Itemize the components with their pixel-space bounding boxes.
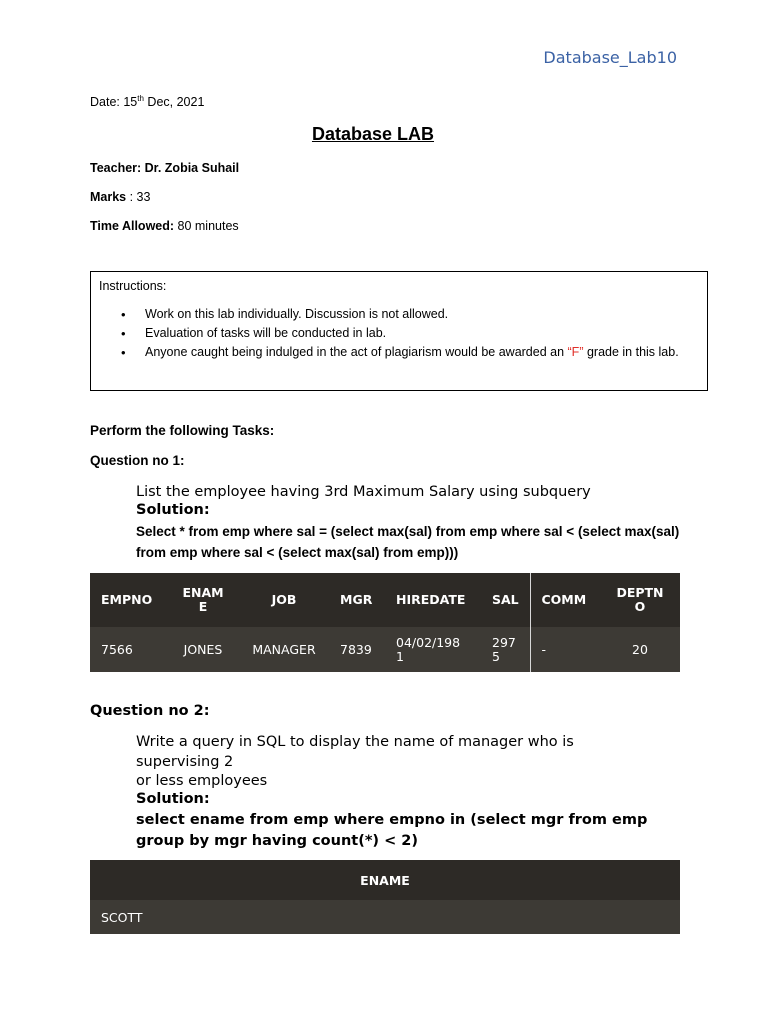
prompt-line: or less employees	[136, 773, 268, 789]
instructions-list	[91, 305, 679, 362]
date-suffix: Dec, 2021	[143, 95, 205, 110]
marks-line	[90, 190, 150, 204]
table-row	[90, 900, 680, 934]
table-header-row	[90, 573, 680, 627]
column-header: ENAME	[90, 860, 680, 900]
time-allowed-line	[90, 219, 239, 233]
date-prefix: Date: 15	[90, 95, 138, 110]
table-cell: MANAGER	[239, 627, 329, 672]
question-2-solution-query	[136, 810, 647, 852]
instruction-item: • Work on this lab individually. Discussion is not allowed.	[91, 305, 679, 324]
time-allowed-label: Time Allowed:	[90, 219, 175, 233]
instruction-item	[91, 343, 679, 362]
question-1-solution-query	[136, 521, 679, 563]
marks-label: Marks	[90, 190, 127, 204]
question-1-solution-label: Solution:	[136, 502, 210, 518]
instructions-label: Instructions:	[99, 279, 167, 293]
column-header: DEPTN O	[600, 573, 680, 627]
query-line: from emp where sal < (select max(sal) from emp)))	[136, 545, 459, 560]
table-cell: JONES	[167, 627, 239, 672]
column-header: SAL	[481, 573, 530, 627]
table-cell: 7839	[329, 627, 385, 672]
date-line	[90, 94, 204, 109]
question-1-heading: Question no 1:	[90, 453, 185, 468]
question-2-result-table	[90, 860, 680, 934]
table-cell: 04/02/198 1	[385, 627, 481, 672]
column-header: ENAM E	[167, 573, 239, 627]
document-header-title: Database_Lab10	[543, 48, 677, 67]
column-header: COMM	[530, 573, 600, 627]
table-cell: 20	[600, 627, 680, 672]
question-1-result-table	[90, 573, 680, 672]
query-line: group by mgr having count(*) < 2)	[136, 833, 419, 849]
date-superscript: th	[137, 94, 144, 103]
time-allowed-value: 80 minutes	[174, 219, 239, 233]
table-cell: 7566	[90, 627, 167, 672]
table-cell: -	[530, 627, 600, 672]
tasks-heading: Perform the following Tasks:	[90, 423, 275, 438]
column-header: HIREDATE	[385, 573, 481, 627]
instruction-item: • Evaluation of tasks will be conducted in lab.	[91, 324, 679, 343]
prompt-line: Write a query in SQL to display the name of manager who is	[136, 734, 574, 750]
instructions-box	[90, 271, 708, 391]
column-header: JOB	[239, 573, 329, 627]
column-header: MGR	[329, 573, 385, 627]
table-cell: SCOTT	[90, 900, 680, 934]
document-title: Database LAB	[311, 124, 435, 144]
prompt-line: supervising 2	[136, 753, 234, 770]
column-header: EMPNO	[90, 573, 167, 627]
table-row	[90, 627, 680, 672]
query-line: Select * from emp where sal = (select max(sal) from emp where sal < (select max(sal)	[136, 524, 680, 539]
question-2-prompt	[136, 733, 574, 792]
grade-highlight: “F”	[567, 345, 584, 359]
instruction-text: grade in this lab.	[583, 345, 679, 359]
question-2-heading: Question no 2:	[90, 703, 210, 719]
table-header-row	[90, 860, 680, 900]
teacher-line: Teacher: Dr. Zobia Suhail	[90, 161, 240, 175]
query-line: select ename from emp where empno in (select mgr from emp	[136, 812, 648, 828]
instruction-text: Anyone caught being indulged in the act of plagiarism would be awarded an	[145, 345, 568, 359]
question-1-prompt: List the employee having 3rd Maximum Salary using subquery	[136, 484, 591, 500]
table-cell: 297 5	[481, 627, 530, 672]
question-2-solution-label: Solution:	[136, 791, 210, 807]
marks-value: : 33	[126, 190, 151, 204]
